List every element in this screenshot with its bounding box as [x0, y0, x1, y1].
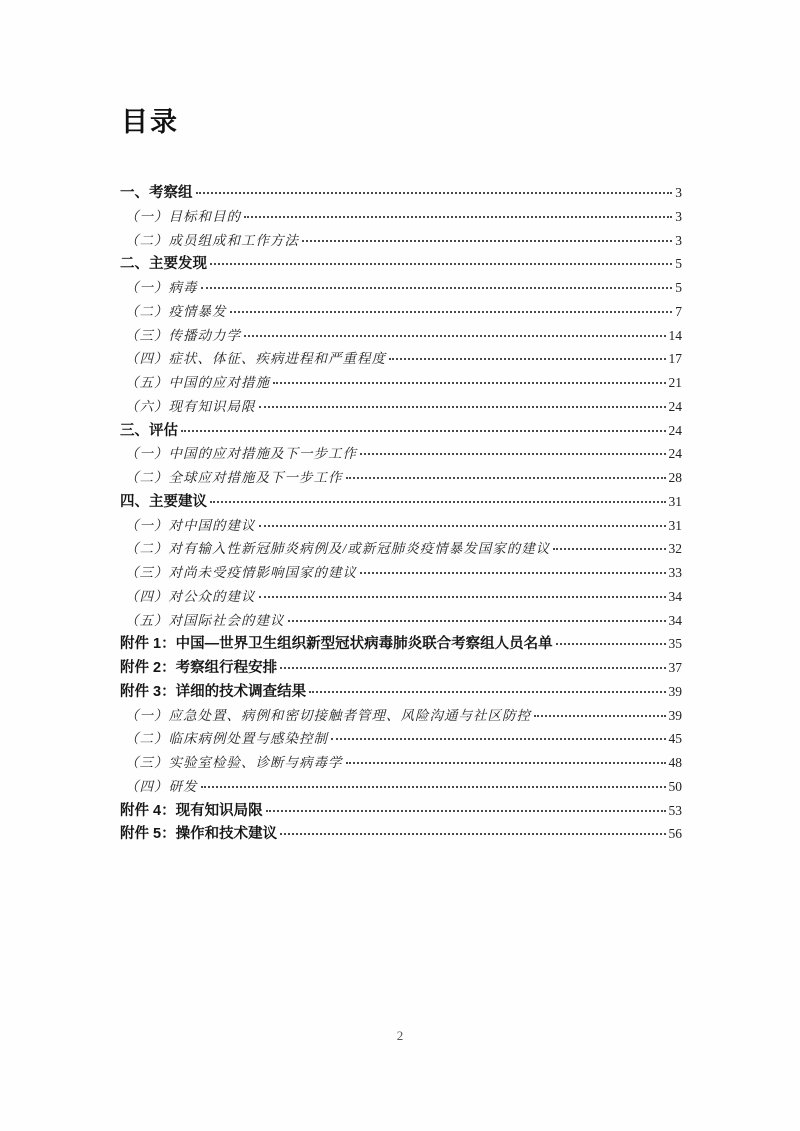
- dot-leader: [210, 263, 672, 265]
- toc-entry: [120, 775, 682, 799]
- dot-leader: [280, 833, 665, 835]
- toc-entry-page: 48: [668, 755, 682, 770]
- toc-entry: [120, 751, 682, 775]
- toc-entry: [120, 300, 682, 324]
- toc-entry-page: 53: [668, 802, 682, 818]
- dot-leader: [266, 810, 666, 812]
- dot-leader: [553, 548, 665, 550]
- toc-entry-page: 35: [668, 636, 682, 652]
- toc-entry-page: 7: [675, 303, 682, 319]
- toc-entry-label: 附件 5：操作和技术建议: [120, 826, 278, 843]
- dot-leader: [346, 477, 666, 479]
- toc-entry-page: 24: [668, 446, 682, 462]
- toc-entry-label: 一、考察组: [120, 185, 193, 201]
- toc-entry-page: 37: [668, 660, 682, 675]
- toc-entry-page: 32: [668, 541, 682, 557]
- toc-entry-label: （三）传播动力学: [125, 327, 241, 343]
- toc-entry: [120, 490, 682, 514]
- toc-entry-label: 三、评估: [120, 422, 178, 439]
- toc-entry-page: 45: [668, 731, 682, 747]
- toc-entry: [120, 347, 682, 371]
- dot-leader: [302, 240, 672, 242]
- toc-entry-label: （二）疫情暴发: [125, 303, 227, 319]
- toc-entry: [120, 585, 682, 609]
- toc-entry-label: （一）病毒: [125, 280, 198, 295]
- toc-entry: [120, 466, 682, 490]
- toc-entry: [120, 680, 682, 704]
- toc-entry-label: （四）对公众的建议: [125, 588, 256, 604]
- dot-leader: [244, 216, 672, 218]
- toc-entry: [120, 704, 682, 728]
- toc-entry-label: 附件 2：考察组行程安排: [120, 660, 278, 676]
- dot-leader: [201, 786, 666, 788]
- toc-entry-label: （二）对有输入性新冠肺炎病例及/或新冠肺炎疫情暴发国家的建议: [125, 541, 551, 557]
- dot-leader: [556, 643, 666, 645]
- toc-entry-page: 56: [668, 826, 682, 842]
- toc-entry-page: 34: [668, 612, 682, 628]
- toc-entry-label: （一）对中国的建议: [125, 517, 256, 533]
- toc-entry-page: 31: [668, 517, 682, 533]
- toc-entry-label: （四）研发: [125, 778, 198, 794]
- dot-leader: [280, 667, 665, 669]
- toc-entry: [120, 514, 682, 538]
- dot-leader: [259, 525, 666, 527]
- toc-entry-label: （二）全球应对措施及下一步工作: [125, 470, 343, 485]
- page-number: 2: [396, 1028, 404, 1043]
- toc-entry: [120, 205, 682, 229]
- toc-entry-page: 31: [668, 493, 682, 509]
- toc-entry: [120, 181, 682, 205]
- dot-leader: [534, 715, 666, 717]
- toc-entry-label: （二）成员组成和工作方法: [125, 232, 299, 248]
- toc-entry-label: （一）中国的应对措施及下一步工作: [125, 446, 357, 462]
- dot-leader: [210, 501, 666, 503]
- toc-entry-label: 附件 1：中国—世界卫生组织新型冠状病毒肺炎联合考察组人员名单: [120, 636, 553, 653]
- toc-entry: [120, 822, 682, 846]
- toc-entry-page: 50: [668, 778, 682, 794]
- toc-entry-page: 24: [668, 398, 682, 414]
- toc-entry-label: （六）现有知识局限: [125, 398, 256, 414]
- toc-title: 目录: [121, 107, 179, 137]
- toc-entry: [120, 656, 682, 680]
- toc-entry: [120, 609, 682, 633]
- toc-entry-page: 21: [668, 375, 682, 390]
- toc-entry-label: （五）对国际社会的建议: [125, 612, 285, 628]
- toc-entry-label: （五）中国的应对措施: [125, 375, 270, 390]
- dot-leader: [259, 596, 666, 598]
- toc-entry: [120, 371, 682, 395]
- toc-entry-page: 17: [668, 351, 682, 367]
- toc-entry-page: 39: [668, 683, 682, 699]
- toc-entry: [120, 252, 682, 276]
- toc-entry-page: 14: [668, 327, 682, 343]
- dot-leader: [389, 358, 666, 360]
- toc-entry-label: （一）应急处置、病例和密切接触者管理、风险沟通与社区防控: [125, 707, 531, 723]
- toc-entry: [120, 324, 682, 348]
- toc-entry-page: 5: [675, 280, 682, 295]
- toc-entry-label: 附件 4：现有知识局限: [120, 802, 263, 819]
- dot-leader: [360, 572, 666, 574]
- toc-entry-label: （四）症状、体征、疾病进程和严重程度: [125, 351, 386, 367]
- toc-entry: [120, 419, 682, 443]
- toc-entry-page: 39: [668, 707, 682, 723]
- toc-entry: [120, 632, 682, 656]
- dot-leader: [201, 287, 673, 289]
- dot-leader: [259, 406, 666, 408]
- toc-entry-page: 3: [675, 185, 682, 200]
- toc-entry-page: 24: [668, 422, 682, 438]
- dot-leader: [196, 192, 673, 194]
- toc-entry: [120, 395, 682, 419]
- toc-entry-page: 3: [675, 232, 682, 248]
- dot-leader: [346, 762, 666, 764]
- toc-entry-label: 四、主要建议: [120, 493, 207, 510]
- toc-entry-label: （三）对尚未受疫情影响国家的建议: [125, 565, 357, 580]
- toc-entry-page: 5: [675, 256, 682, 272]
- toc-list: [120, 181, 682, 846]
- dot-leader: [288, 620, 666, 622]
- dot-leader: [244, 335, 666, 337]
- toc-entry: [120, 276, 682, 300]
- toc-entry: [120, 727, 682, 751]
- toc-entry-page: 34: [668, 588, 682, 604]
- toc-entry-label: （二）临床病例处置与感染控制: [125, 731, 328, 747]
- toc-entry: [120, 799, 682, 823]
- dot-leader: [230, 311, 673, 313]
- toc-entry-label: 二、主要发现: [120, 256, 207, 273]
- toc-entry-label: （三）实验室检验、诊断与病毒学: [125, 755, 343, 770]
- dot-leader: [360, 453, 666, 455]
- toc-entry-page: 3: [675, 208, 682, 224]
- toc-entry-page: 33: [668, 565, 682, 580]
- toc-entry-page: 28: [668, 470, 682, 485]
- toc-entry: [120, 442, 682, 466]
- toc-entry: [120, 229, 682, 253]
- toc-entry: [120, 537, 682, 561]
- dot-leader: [309, 691, 665, 693]
- dot-leader: [181, 430, 666, 432]
- toc-entry-label: （一）目标和目的: [125, 208, 241, 224]
- dot-leader: [331, 738, 666, 740]
- dot-leader: [273, 382, 666, 384]
- toc-entry-label: 附件 3：详细的技术调查结果: [120, 683, 307, 700]
- toc-entry: [120, 561, 682, 585]
